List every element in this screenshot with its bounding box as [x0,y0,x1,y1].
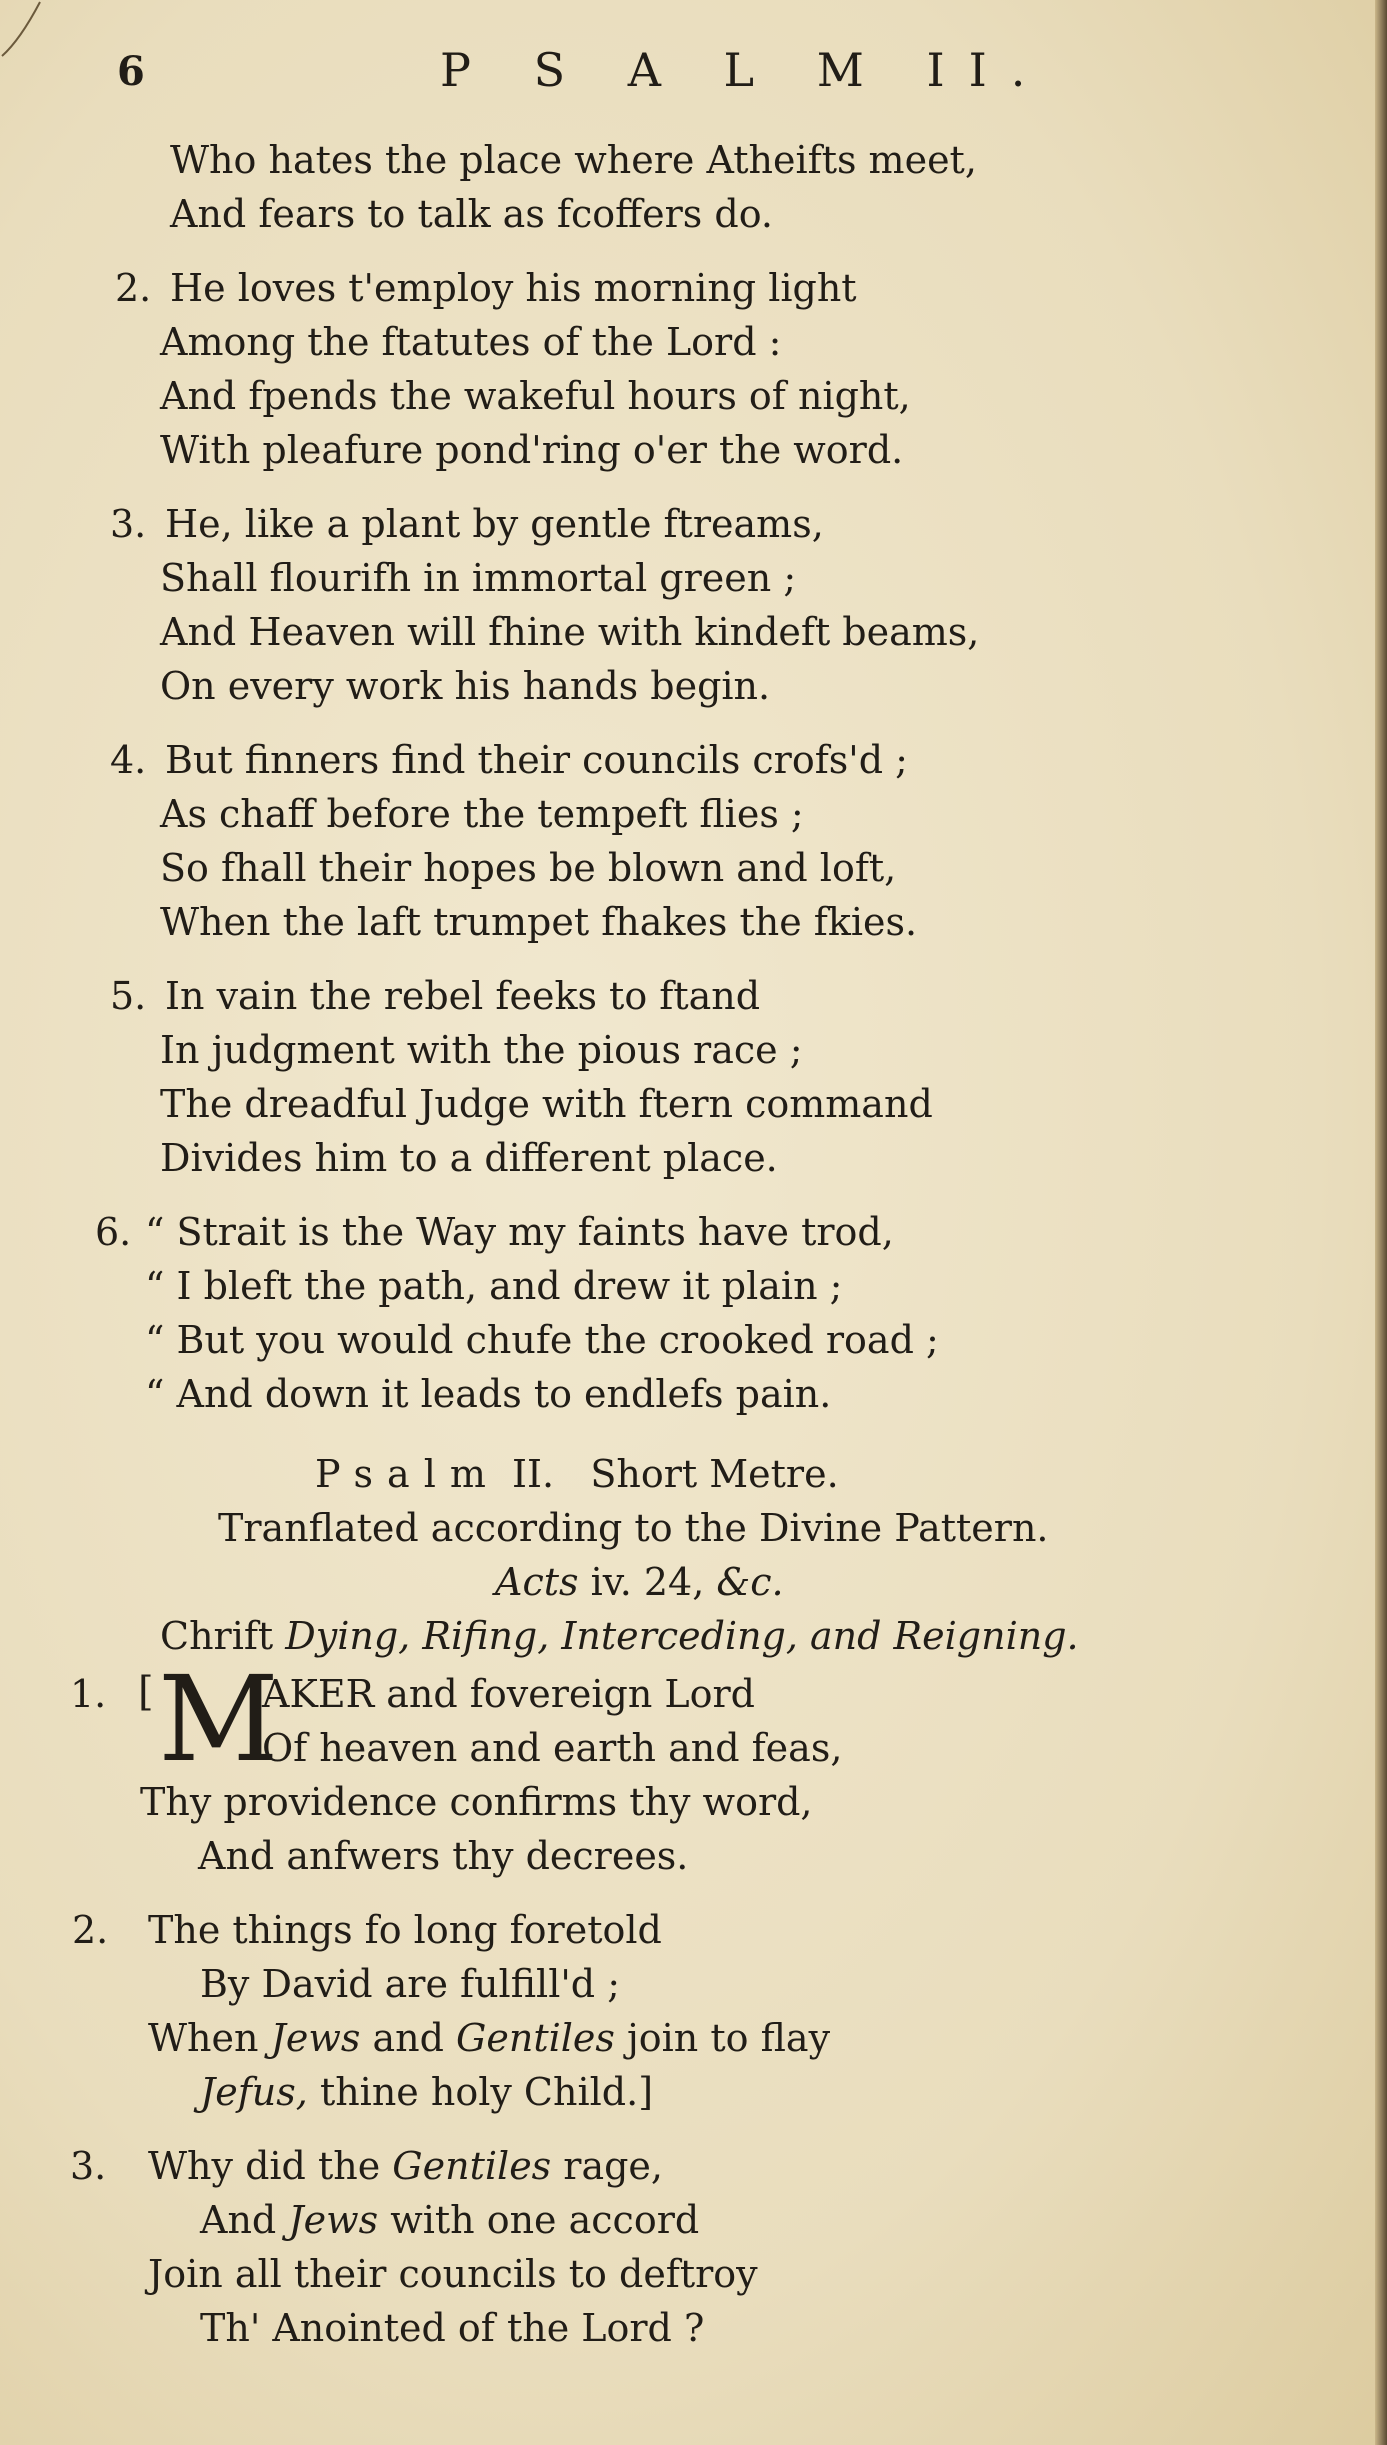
verse-line: Who hates the place where Atheifts meet, [170,138,977,182]
verse-line: The dreadful Judge with ftern command [160,1082,933,1126]
stanza-number: 4. [110,738,147,782]
verse-line: When the laft trumpet fhakes the fkies. [160,900,918,944]
verse-word: rage, [563,2144,663,2188]
verse-line: Shall flourifh in immortal green ; [160,556,797,600]
drop-cap: M [158,1650,279,1788]
stanza-number: 5. [110,974,147,1018]
verse-line: So fhall their hopes be blown and loft, [160,846,897,890]
reference-etc: &c. [716,1560,784,1604]
verse-line: But finners find their councils crofs'd ; [165,738,908,782]
verse-line: “ I bleft the path, and drew it plain ; [145,1264,843,1308]
stanza-number: 1. [70,1672,107,1716]
stanza-number: 3. [110,502,147,546]
running-title: P S A L M II. [440,43,1050,97]
verse-line: In judgment with the pious race ; [160,1028,803,1072]
verse-word-italic: Jews [270,2016,361,2060]
scripture-reference [495,1558,784,1606]
verse-line: Thy providence confirms thy word, [140,1780,813,1824]
verse-line: “ But you would chufe the crooked road ; [145,1318,939,1362]
stanza-number: 2. [72,1908,109,1952]
verse-line [148,2142,663,2190]
argument-italic: Dying, Rifing, Interceding, and Reigning. [285,1614,1079,1658]
verse-word-italic: Gentiles [392,2144,552,2188]
verse-word: and [372,2016,444,2060]
verse-line: And fears to talk as fcoffers do. [170,192,773,236]
verse-word: And [200,2198,277,2242]
verse-line: Of heaven and earth and feas, [262,1726,843,1770]
verse-line: With pleafure pond'ring o'er the word. [160,428,904,472]
verse-line: Th' Anointed of the Lord ? [200,2306,705,2350]
verse-word: When [148,2016,259,2060]
reference-verse: iv. 24, [590,1560,705,1604]
verse-line [200,2196,699,2244]
verse-line: Divides him to a different place. [160,1136,778,1180]
psalm-subtitle: Tranflated according to the Divine Pattern. [218,1506,1049,1550]
verse-line: And fpends the wakeful hours of night, [160,374,911,418]
verse-word: Why did the [148,2144,381,2188]
verse-line: By David are fulfill'd ; [200,1962,621,2006]
verse-word-italic: Jefus, [200,2070,308,2114]
verse-word: join to flay [626,2016,831,2060]
verse-line: As chaff before the tempeft flies ; [160,792,804,836]
verse-line: “ And down it leads to endlefs pain. [145,1372,832,1416]
open-bracket: [ [138,1669,154,1715]
verse-word: thine holy Child.] [319,2070,654,2114]
stanza-number: 2. [115,266,152,310]
verse-line: On every work his hands begin. [160,664,771,708]
psalm-heading [315,1450,839,1498]
psalm-numeral: II. [511,1452,555,1496]
verse-line [200,2068,653,2116]
psalm-argument [160,1612,1079,1660]
verse-line: The things fo long foretold [148,1908,662,1952]
page-number: 6 [117,48,145,95]
reference-book: Acts [495,1560,579,1604]
verse-line: He loves t'employ his morning light [170,266,857,310]
pen-stroke-mark [0,0,60,60]
verse-line: AKER and fovereign Lord [262,1672,755,1716]
verse-word-italic: Gentiles [456,2016,615,2060]
verse-line: And anfwers thy decrees. [198,1834,689,1878]
stanza-number: 3. [70,2144,107,2188]
verse-line: He, like a plant by gentle ftreams, [165,502,824,546]
verse-word-italic: Jews [288,2198,379,2242]
verse-word: with one accord [390,2198,700,2242]
verse-line: Join all their councils to deftroy [148,2252,758,2296]
verse-line [148,2014,830,2062]
verse-line: Among the ftatutes of the Lord : [160,320,782,364]
verse-line: And Heaven will fhine with kindeft beams, [160,610,980,654]
argument-start: Chrift [160,1614,274,1658]
verse-line: In vain the rebel feeks to ftand [165,974,761,1018]
page-gutter-edge [1375,0,1387,2445]
verse-line: “ Strait is the Way my faints have trod, [145,1210,894,1254]
psalm-metre: Short Metre. [590,1452,839,1496]
stanza-number: 6. [95,1210,132,1254]
psalm-title-word: Psalm [315,1452,500,1496]
